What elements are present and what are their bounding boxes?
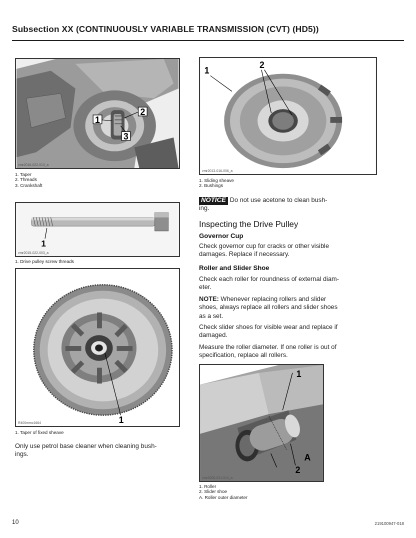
engine-callout-3: 3 [123,131,129,142]
page-number: 10 [12,520,19,526]
notice-line-1: Do not use acetone to clean bush- [229,197,328,204]
engine-callout-1: 1 [95,114,100,125]
governor-line-1: Check governor cup for cracks or other visible [199,243,329,250]
roller-callout-a: A [304,452,311,463]
sheave-callout-1: 1 [204,65,210,76]
figure-sheave [199,57,377,175]
pulley-figure-code: R400mmc1664 [18,421,41,425]
note-line-1: Whenever replacing rollers and slider [218,296,327,303]
screw-caption [15,259,74,264]
section-title: Inspecting the Drive Pulley [199,219,299,229]
slider-paragraph [199,324,338,341]
sheave-caption-item: 2. Bushings [199,183,224,189]
screw-figure-code: vmr2015-022-003_a [18,251,49,255]
notice-line-2: ing. [199,205,210,213]
notice-block [199,197,327,214]
screw-caption-item: 1. Drive pulley screw threads [15,259,74,264]
roller-line-2: eter. [199,284,212,292]
measure-line-1: Measure the roller diameter. If one roller is out of [199,344,337,351]
roller-slider-heading: Roller and Slider Shoe [199,265,270,272]
petrol-line-2: ings. [15,451,29,459]
engine-caption-item: 2. Threads [15,177,37,183]
roller-callout-1: 1 [296,368,302,379]
note-paragraph [199,296,338,321]
sheave-callout-2: 2 [259,59,265,70]
sheave-caption-item: 1. Sliding sheave [199,178,234,183]
screw-callout-1: 1 [41,238,46,249]
governor-line-2: damages. Replace if necessary. [199,251,290,259]
sheave-caption [199,178,234,189]
sheave-figure-code: vmr2013-016-006_a [202,169,233,173]
roller-line-1: Check each roller for roundness of external diam- [199,276,339,283]
engine-illustration [16,59,179,168]
roller-caption-item: A. Roller outer diameter [199,494,248,500]
pulley-caption [15,430,64,435]
note-label: NOTE: [199,296,219,303]
engine-caption-item: 1. Taper [15,172,32,177]
engine-caption [15,172,42,188]
pulley-caption-item: 1. Taper of fixed sheave [15,430,64,435]
measure-paragraph [199,344,336,361]
note-line-3: as a set. [199,312,224,320]
roller-paragraph [199,276,339,293]
page-header [12,24,404,34]
engine-caption-item: 3. Crankshaft [15,182,43,188]
roller-caption [199,484,248,500]
figure-roller [199,364,324,482]
measure-line-2: specification, replace all rollers. [199,352,288,360]
roller-caption-item: 1. Roller [199,484,217,489]
slider-line-1: Check slider shoes for visible wear and replace if [199,324,338,331]
roller-illustration [200,365,323,481]
petrol-cleaner-paragraph [15,443,157,460]
roller-caption-item: 2. Slider shoe [199,489,228,495]
figure-engine [15,58,180,169]
roller-callout-2: 2 [295,465,301,476]
petrol-line-1: Only use petrol base cleaner when cleaning bush- [15,443,157,450]
sheave-illustration [200,58,376,174]
figure-screw [15,202,180,257]
engine-callout-2: 2 [140,106,146,117]
notice-badge: NOTICE [201,197,226,204]
page-title: Subsection XX (CONTINUOUSLY VARIABLE TRANSMISSION (CVT) (HD5)) [12,24,319,34]
pulley-illustration [16,269,179,426]
governor-cup-heading: Governor Cup [199,233,244,240]
header-rule [12,40,404,41]
screw-illustration [16,203,179,256]
slider-line-2: damaged. [199,332,228,340]
roller-figure-code: vmr2006-021-014_a [202,476,233,480]
document-code: 219100947-018 [374,521,404,526]
note-line-2: shoes, always replace all rollers and slider shoes [199,304,338,312]
engine-figure-code: vmr2016-022-013_a [18,163,49,167]
figure-pulley [15,268,180,427]
governor-paragraph [199,243,329,260]
pulley-callout-1: 1 [118,415,124,426]
